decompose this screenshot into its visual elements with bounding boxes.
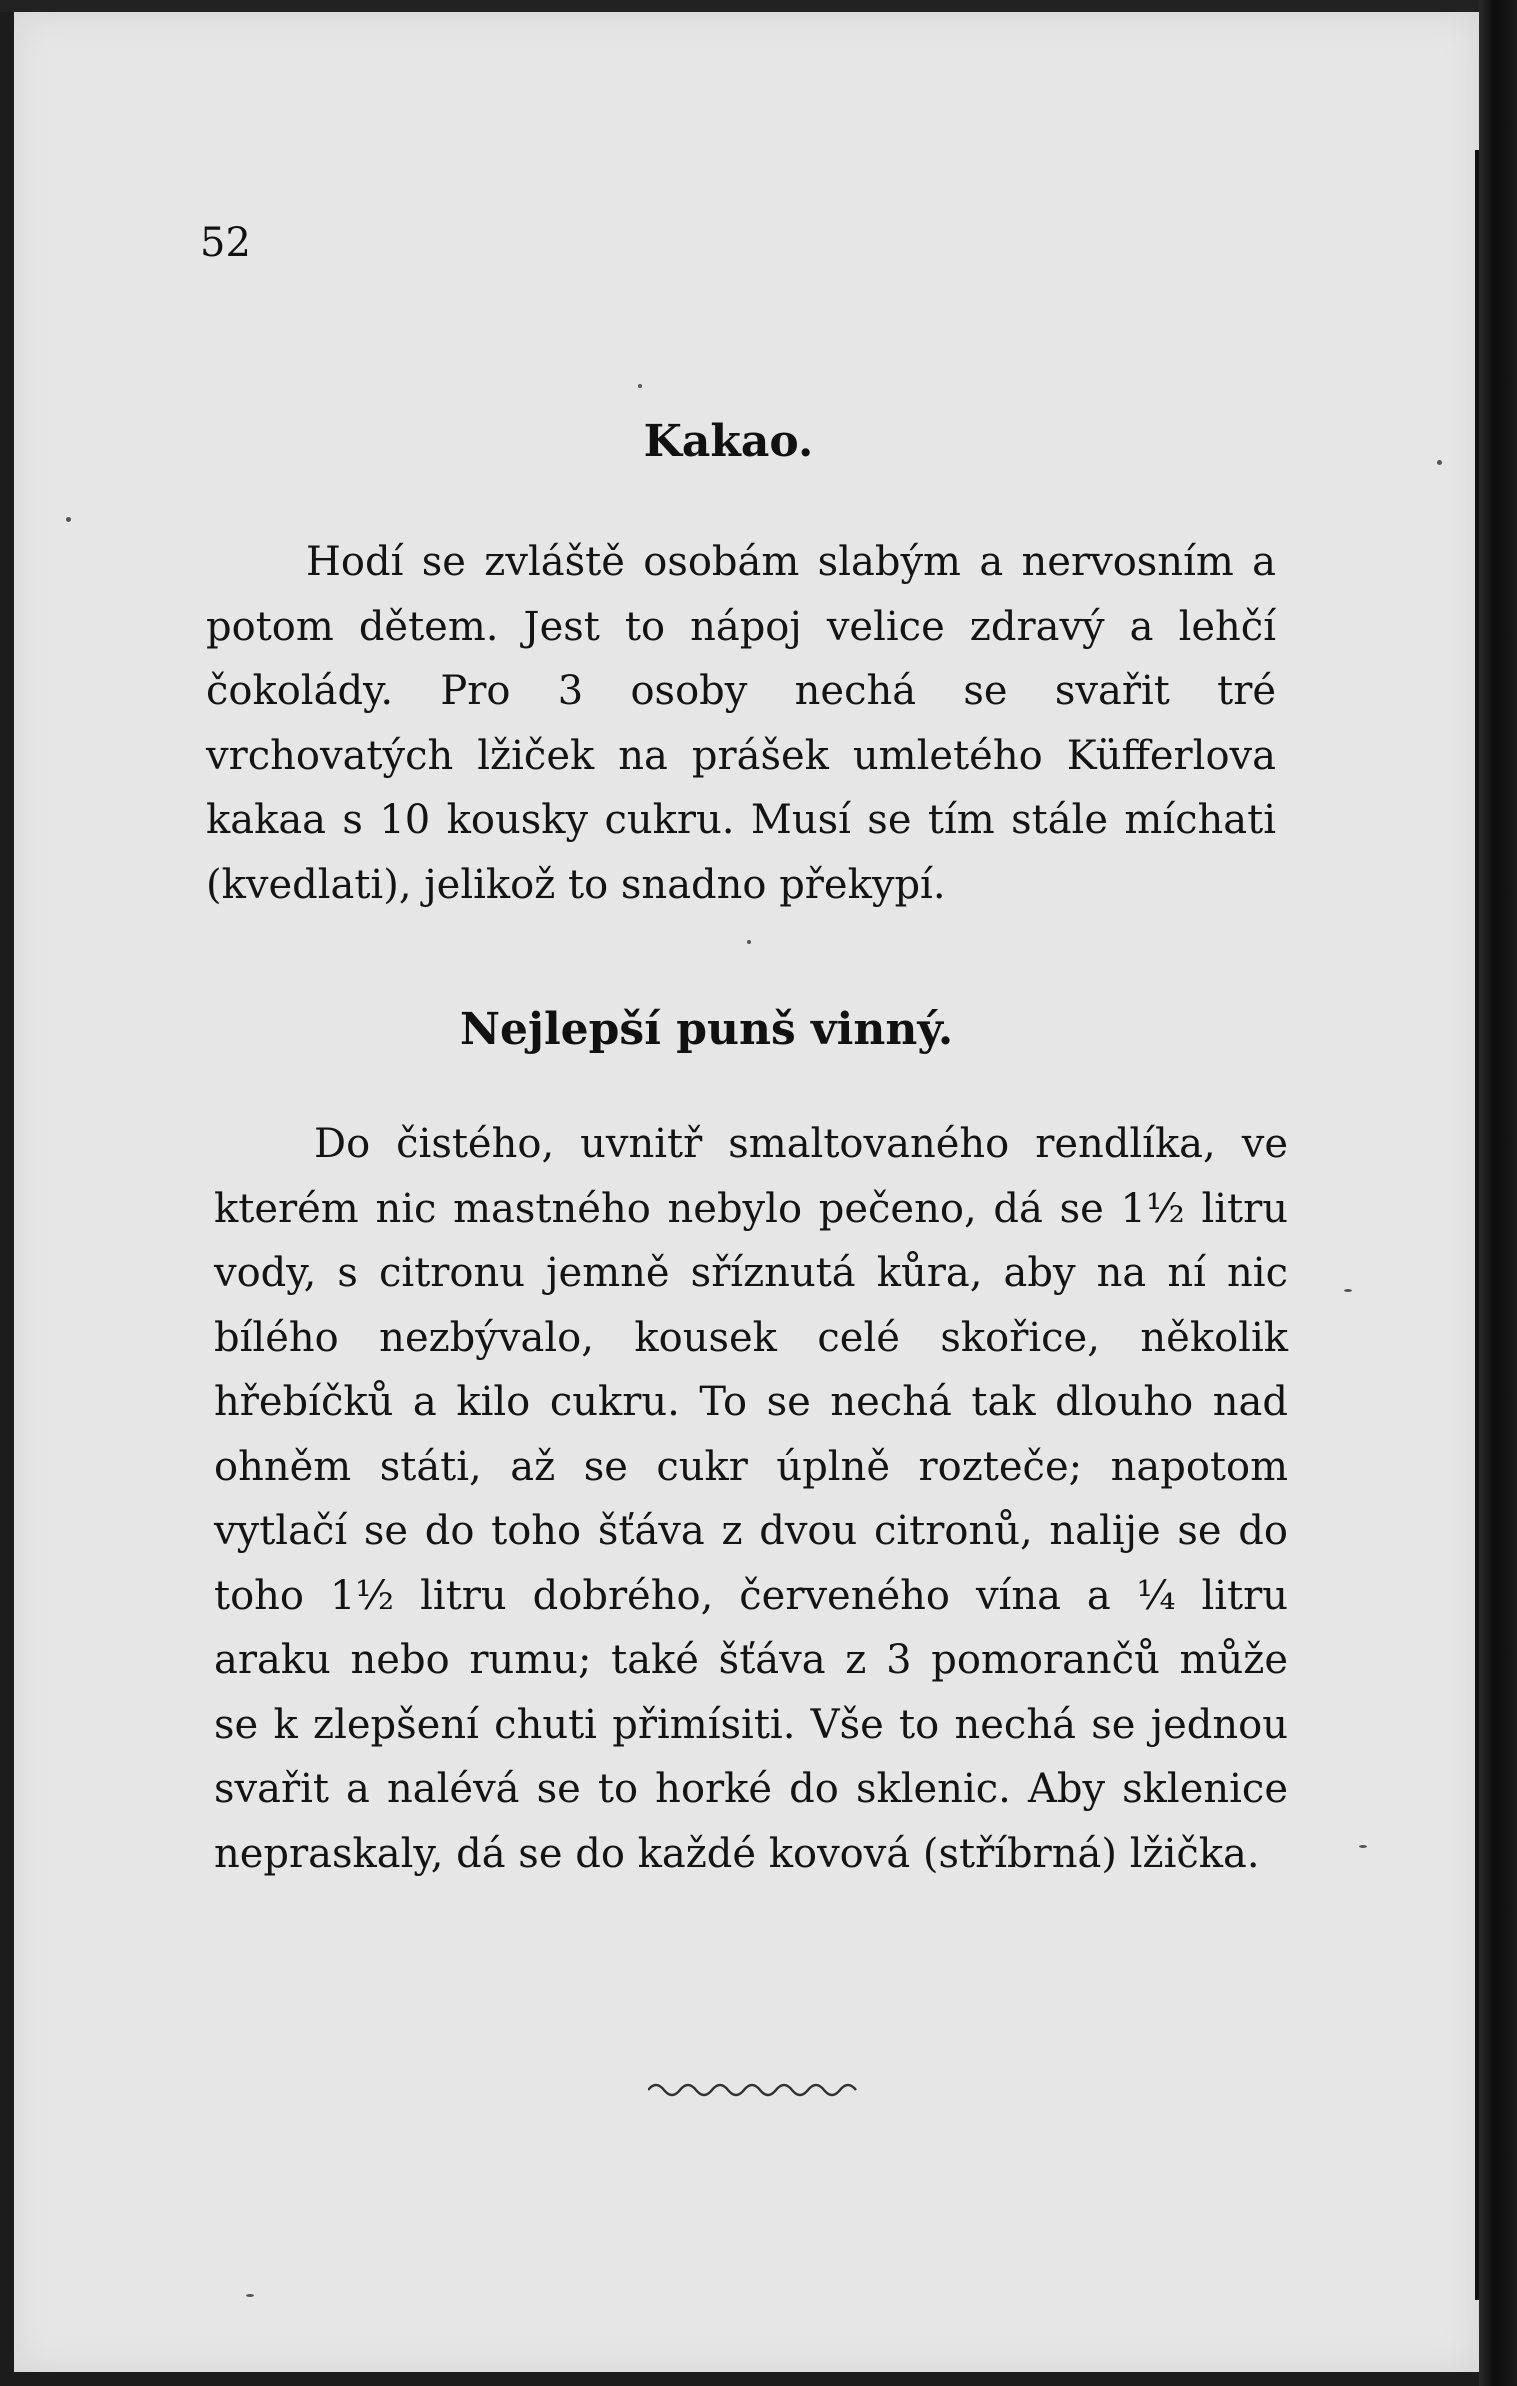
page-number: 52: [200, 220, 251, 266]
section-title-punch: Nejlepší punš vinný.: [459, 1004, 954, 1055]
section-text-punch: Do čistého, uvnitř smaltovaného rendlíka, ve kterém nic mastného nebylo pečeno, dá se 1½ litru vody, s citronu jemně sříznutá kůra, aby na ní nic bílého nezbývalo, kousek celé skořice, několik hřebíčků a kilo cukru. To se nechá tak dlouho nad ohněm státi, až se cukr úplně rozteče; napotom vytlačí se do toho šťáva z dvou citronů, nalije se do toho 1½ litru dobrého, červeného vína a ¼ litru araku nebo rumu; také šťáva z 3 pomorančů může se k zlepšení chuti přimísiti. Vše to nechá se jednou svařit a nalévá se to horké do sklenic. Aby sklenice nepraskaly, dá se do každé kovová (stříbrná) lžička.: [214, 1121, 1288, 1877]
page-top-edge: [0, 0, 1517, 12]
wavy-ornament: [648, 2072, 868, 2102]
section-text-kakao: Hodí se zvláště osobám slabým a nervosním a potom dětem. Jest to nápoj velice zdravý a lehčí čokolády. Pro 3 osoby nechá se svařit tré vrchovatých lžiček na prášek umletého Küfferlova kakaa s 10 kousky cukru. Musí se tím stále míchati (kvedlati), jelikož to snadno překypí.: [206, 539, 1276, 908]
paper-speck: [747, 940, 751, 944]
book-spine: [1479, 0, 1517, 2386]
paper-speck: [66, 517, 71, 522]
paper-speck: [1359, 1845, 1367, 1848]
book-page: [14, 12, 1479, 2372]
paper-speck: [1437, 460, 1442, 465]
paper-speck: [246, 2294, 254, 2297]
section-title-kakao: Kakao.: [643, 416, 814, 467]
paper-speck: [638, 384, 642, 388]
paper-speck: [1344, 1289, 1352, 1292]
